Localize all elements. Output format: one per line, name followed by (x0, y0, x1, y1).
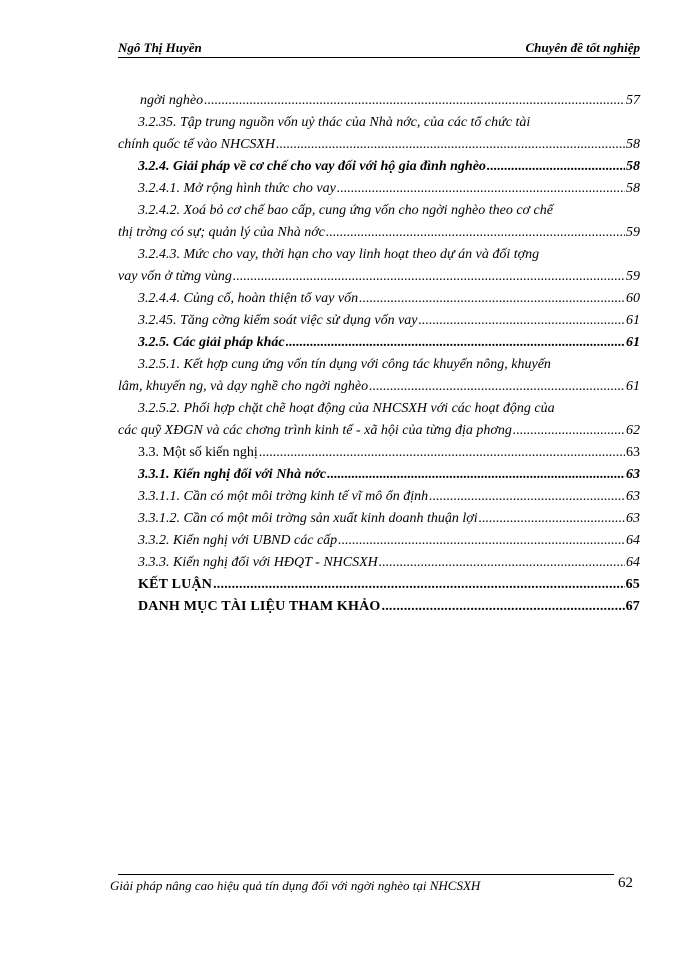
toc-entry (118, 508, 640, 530)
toc-entry-text: KẾT LUẬN (138, 577, 213, 592)
toc-entry (118, 156, 640, 178)
toc-entry-text: 3.2.4.4. Củng cố, hoàn thiện tổ vay vốn (138, 291, 359, 306)
toc-entry-page: 59 (626, 225, 640, 240)
toc-entry-page: 58 (626, 181, 640, 196)
toc-entry-page: 59 (626, 269, 640, 284)
toc-entry (118, 442, 640, 464)
toc-entry (118, 288, 640, 310)
toc-entry-text: 3.2.45. Tăng cờng kiểm soát việc sử dụng vốn vay (138, 313, 418, 328)
author-name: Ngô Thị Huyền (118, 40, 202, 55)
toc-entry-text: 3.3.1.1. Cần có một môi trờng kinh tế vĩ mô ổn định (138, 489, 429, 504)
toc-entry-text: 3.2.5. Các giải pháp khác (138, 335, 285, 350)
toc-entry-text: 3.2.4.2. Xoá bỏ cơ chế bao cấp, cung ứng vốn cho ngời nghèo theo cơ chế (138, 203, 553, 218)
footer-title: Giải pháp nâng cao hiệu quả tín dụng đối với ngời nghèo tại NHCSXH (110, 878, 481, 893)
toc-entry (118, 464, 640, 486)
toc-entry-text: 3.3.1. Kiến nghị đối với Nhà nớc (138, 467, 327, 482)
toc-entry-page: 58 (626, 137, 640, 152)
toc-entry-page: 61 (626, 379, 640, 394)
page-header (118, 40, 640, 58)
toc-entry-text: DANH MỤC TÀI LIỆU THAM KHẢO (138, 599, 381, 614)
toc-entry-text: các quỹ XĐGN và các chơng trình kinh tế - xã hội của từng địa phơng (118, 423, 512, 438)
toc-entry-page: 63 (626, 467, 640, 482)
toc-entry-page: 60 (626, 291, 640, 306)
toc-entry (118, 420, 640, 442)
toc-entry (118, 222, 640, 244)
footer-rule (118, 874, 614, 875)
toc-entry (118, 376, 640, 398)
toc-entry-text: 3.2.4.1. Mở rộng hình thức cho vay (138, 181, 336, 196)
toc-entry-text: 3.3. Một số kiến nghị (138, 445, 258, 460)
toc-entry-page: 57 (626, 93, 640, 108)
toc-entry-page: 63 (626, 489, 640, 504)
toc-entry-text: 3.3.3. Kiến nghị đối với HĐQT - NHCSXH (138, 555, 378, 570)
toc-entry-text: 3.3.1.2. Cần có một môi trờng sản xuất kinh doanh thuận lợi (138, 511, 478, 526)
toc-entry-text: lâm, khuyến ng, và dạy nghề cho ngời nghèo (118, 379, 369, 394)
toc-entry-text: vay vốn ở từng vùng (118, 269, 232, 284)
toc-entry-text: 3.3.2. Kiến nghị với UBND các cấp (138, 533, 338, 548)
toc-entry-page: 63 (626, 511, 640, 526)
toc-entry (118, 530, 640, 552)
toc-entry-text: 3.2.4. Giải pháp về cơ chế cho vay đối với hộ gia đình nghèo (138, 159, 486, 174)
toc-entry (118, 574, 640, 596)
toc-entry-page: 64 (626, 555, 640, 570)
toc-entry (118, 134, 640, 156)
toc-entry-page: 67 (625, 599, 640, 614)
toc-entry-page: 61 (626, 313, 640, 328)
header-rule (118, 57, 640, 58)
toc-entry-page: 62 (626, 423, 640, 438)
toc-entry-page: 63 (626, 445, 640, 460)
toc-entry (118, 178, 640, 200)
page-number: 62 (618, 875, 633, 891)
toc-entry-page: 58 (626, 159, 640, 174)
toc-entry-text: 3.2.4.3. Mức cho vay, thời hạn cho vay linh hoạt theo dự án và đối tợng (138, 247, 540, 262)
toc-entry (118, 310, 640, 332)
toc-entry (118, 90, 640, 112)
toc-entry (118, 552, 640, 574)
toc-entry-page: 65 (625, 577, 640, 592)
toc-entry (118, 266, 640, 288)
toc-entry-text: 3.2.5.1. Kết hợp cung ứng vốn tín dụng với công tác khuyến nông, khuyến (138, 357, 551, 372)
toc-entry (118, 596, 640, 618)
toc-entry-page: 64 (626, 533, 640, 548)
toc-entry (118, 332, 640, 354)
table-of-contents (118, 90, 640, 618)
toc-entry-text: ngời nghèo (140, 93, 204, 108)
document-type: Chuyên đề tốt nghiệp (525, 40, 640, 55)
toc-entry-text: chính quốc tế vào NHCSXH (118, 137, 276, 152)
toc-entry-text: 3.2.35. Tập trung nguồn vốn uỷ thác của Nhà nớc, của các tổ chức tài (138, 115, 531, 130)
toc-entry (118, 486, 640, 508)
toc-entry-page: 61 (626, 335, 640, 350)
toc-entry-text: thị trờng có sự; quản lý của Nhà nớc (118, 225, 325, 240)
toc-entry-text: 3.2.5.2. Phối hợp chặt chẽ hoạt động của NHCSXH với các hoạt động của (138, 401, 555, 416)
